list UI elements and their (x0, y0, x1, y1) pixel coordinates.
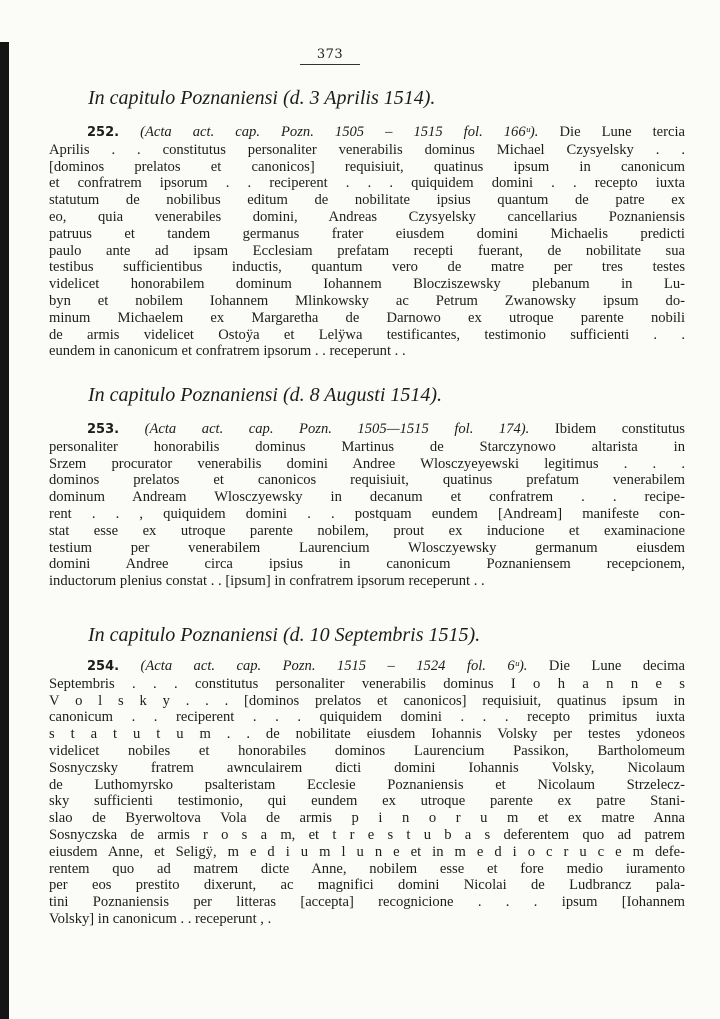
entry-line: minum Michaelem ex Margaretha de Darnowo ex utroque parente nobili (49, 309, 685, 326)
entry-line: testibus sufficientibus inductis, quantum vero de matre per tres testes (49, 259, 685, 276)
entry-line: dominos prelatos et canonicos requisiuit, quatinus prefatum venerabilem (49, 472, 685, 489)
entry-source: (Acta act. cap. Pozn. 1505 – 1515 fol. 166ᵘ). (140, 124, 539, 140)
entry-line: Sosnyczska de armis r o s a m, et t r e s t u b a s deferentem quo ad patrem (49, 826, 685, 843)
entry-line: per eos prestito dixerunt, ac magnifici domini Nicolai de Ludbrancz pala- (49, 877, 685, 894)
entry-number: 252. (87, 125, 120, 140)
entry-line: canonicum . . reciperent . . . quiquidem domini . . . recepto primitus iuxta (49, 709, 685, 726)
entry-line: patruus et tandem germanus frater eiusdem domini Michaelis predicti (49, 225, 685, 242)
entry-line: Sosnyczsky fratrem awnculairem dicti domini Iohannis Volsky, Nicolaum (49, 759, 685, 776)
entry-source: (Acta act. cap. Pozn. 1515 – 1524 fol. 6ᵘ). (140, 658, 528, 674)
entry-line: personaliter honorabilis dominus Martinus de Starczynowo altarista in (49, 438, 685, 455)
section-heading-252: In capitulo Poznaniensi (d. 3 Aprilis 1514). (88, 87, 436, 109)
entry-line: slao de Byerwoltova Vola de armis p i n o r u m et ex matre Anna (49, 810, 685, 827)
entry-line: s t a t u t u m . . de nobilitate eiusdem Iohannis Volsky per testes ydoneos (49, 726, 685, 743)
entry-line: de armis videlicet Ostoÿa et Lelÿwa testificantes, testimonio sufficienti . . (49, 326, 685, 343)
section-heading-254: In capitulo Poznaniensi (d. 10 Septembris 1515). (88, 624, 481, 646)
entry-line: byn et nobilem Iohannem Mlinkowsky ac Petrum Zwanowsky ipsum do- (49, 292, 685, 309)
entry-line: domini Andree circa ipsius in canonicum Poznaniensem recepcionem, (49, 556, 685, 573)
entry-254 (49, 658, 685, 928)
entry-line: V o l s k y . . . [dominos prelatos et canonicos] requisiuit, quatinus ipsum in (49, 692, 685, 709)
entry-first-line (49, 421, 685, 439)
entry-252 (49, 124, 685, 360)
entry-line: statutum de nobilibus editum de nobilitate ipsius quantum de patre ex (49, 192, 685, 209)
entry-line: Srzem procurator venerabilis domini Andree Wlosczyeyewski legitimus . . . (49, 455, 685, 472)
entry-line: paulo ante ad ipsam Ecclesiam prefatam recepti fuerant, de nobilitate sua (49, 242, 685, 259)
section-heading-253: In capitulo Poznaniensi (d. 8 Augusti 1514). (88, 384, 443, 406)
entry-line: videlicet nobiles et honorabiles dominos Laurencium Passikon, Bartholomeum (49, 742, 685, 759)
entry-line: eundem in canonicum et confratrem ipsorum . . receperunt . . (49, 343, 406, 360)
page-number: 373 (300, 45, 360, 65)
entry-line: rent . . , quiquidem domini . . postquam eundem [Andream] manifeste con- (49, 505, 685, 522)
entry-line: eo, quia venerabiles domini, Andreas Czysyelsky cancellarius Poznaniensis (49, 208, 685, 225)
entry-first-line (49, 124, 685, 142)
entry-first-line (49, 658, 685, 676)
entry-line: dominum Andream Wlosczyewsky in decanum et confratrem . . recipe- (49, 489, 685, 506)
entry-line: Septembris . . . constitutus personaliter venerabilis dominus I o h a n n e s (49, 675, 685, 692)
entry-line: videlicet honorabilem dominum Iohannem Blocziszewsky plebanum in Lu- (49, 276, 685, 293)
entry-line: Ibidem constitutus (554, 421, 685, 437)
entry-line: de Luthomyrsko psalteristam Ecclesie Poznaniensis et Nicolaum Strzelecz- (49, 776, 685, 793)
entry-line: et confratrem ipsorum . . reciperent . . . quiquidem domini . . recepto iuxta (49, 175, 685, 192)
entry-line: testium per venerabilem Laurencium Wlosczyewsky germanum eiusdem (49, 539, 685, 556)
page-left-border (0, 42, 9, 1019)
entry-number: 253. (87, 422, 120, 437)
entry-line: Volsky] in canonicum . . receperunt , . (49, 910, 272, 927)
entry-line: Aprilis . . constitutus personaliter venerabilis dominus Michael Czysyelsky . . (49, 141, 685, 158)
entry-253 (49, 421, 685, 590)
entry-line: Die Lune tercia (559, 124, 686, 140)
entry-source: (Acta act. cap. Pozn. 1505—1515 fol. 174). (144, 421, 530, 437)
entry-line: sky sufficienti testimonio, qui eundem ex utroque parente ex patre Stani- (49, 793, 685, 810)
entry-line: stat esse ex utroque parente nobilem, prout ex inducione et examinacione (49, 522, 685, 539)
entry-line: [dominos prelatos et canonicos] requisiuit, quatinus ipsum in canonicum (49, 158, 685, 175)
entry-line: tini Poznaniensis per litteras [accepta] recognicione . . . ipsum [Iohannem (49, 894, 685, 911)
entry-line: inductorum plenius constat . . [ipsum] in confratrem ipsorum receperunt . . (49, 573, 485, 590)
entry-line: Die Lune decima (548, 658, 685, 674)
entry-line: eiusdem Anne, et Seligÿ, m e d i u m l u n e et in m e d i o c r u c e m defe- (49, 843, 685, 860)
entry-number: 254. (87, 659, 120, 674)
entry-line: rentem quo ad matrem dicte Anne, nobilem esse et fore medio iuramento (49, 860, 685, 877)
